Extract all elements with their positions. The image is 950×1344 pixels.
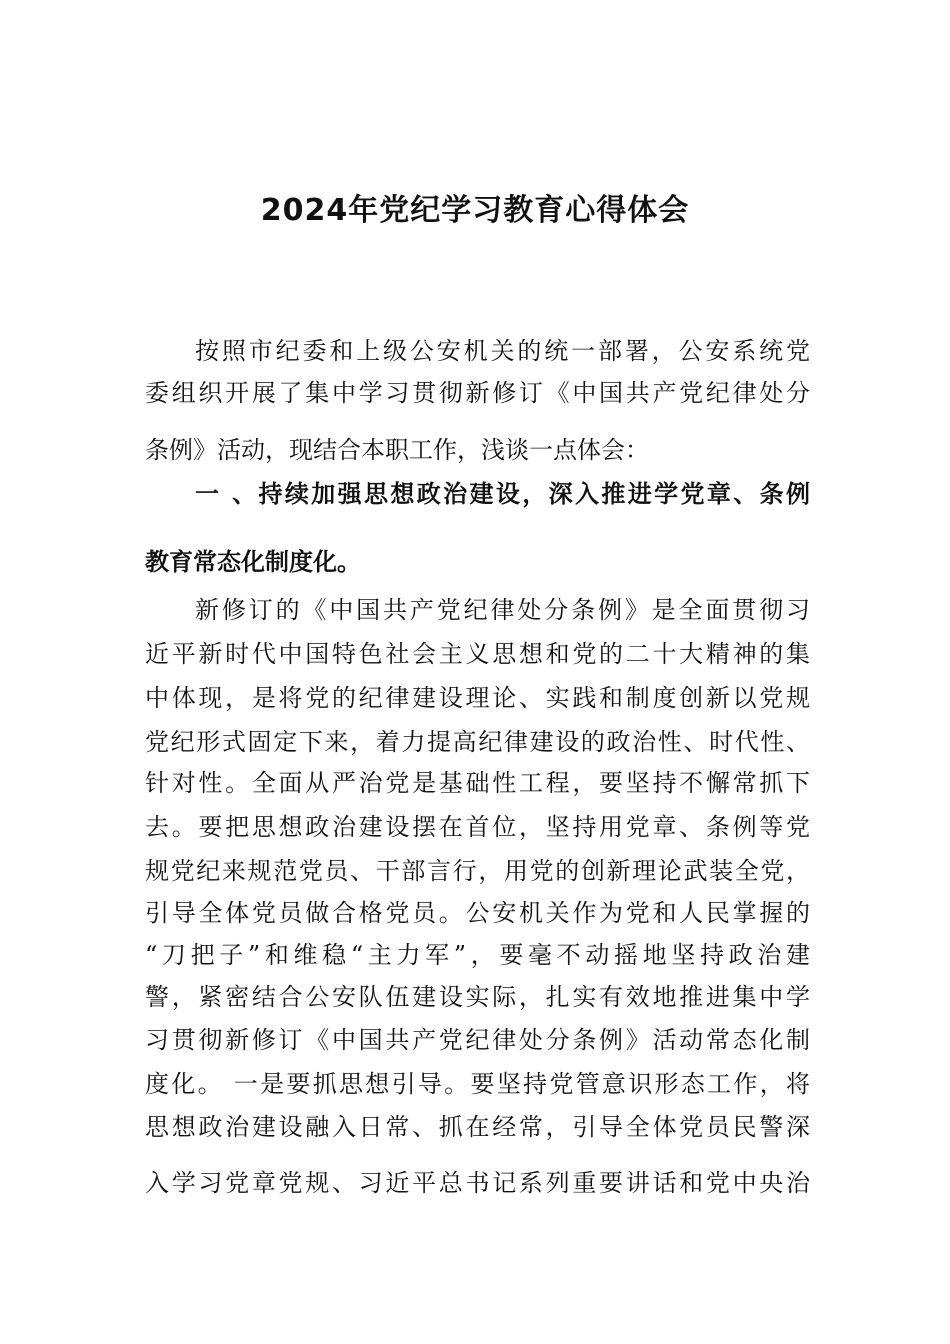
body-line: 习贯彻新修订《中国共产党纪律处分条例》活动常态化制: [145, 1026, 810, 1054]
body-line: 引导全体党员做合格党员。公安机关作为党和人民掌握的: [145, 899, 810, 927]
body-line: 入学习党章党规、习近平总书记系列重要讲话和党中央治: [145, 1169, 810, 1197]
body-line: 警，紧密结合公安队伍建设实际，扎实有效地推进集中学: [145, 983, 810, 1011]
body-line: 针对性。全面从严治党是基础性工程，要坚持不懈常抓下: [145, 769, 810, 797]
body-line: 近平新时代中国特色社会主义思想和党的二十大精神的集: [145, 640, 810, 668]
section-heading-line: 教育常态化制度化。: [145, 548, 361, 576]
section-heading-line: 一 、持续加强思想政治建设，深入推进学党章、条例: [195, 480, 810, 508]
body-line: “刀把子”和维稳“主力军”，要毫不动摇地坚持政治建: [145, 941, 810, 969]
body-line: 规党纪来规范党员、干部言行，用党的创新理论武装全党，: [145, 857, 810, 885]
intro-line: 委组织开展了集中学习贯彻新修订《中国共产党纪律处分: [145, 379, 810, 407]
document-title: 2024年党纪学习教育心得体会: [260, 193, 690, 228]
body-line: 思想政治建设融入日常、抓在经常，引导全体党员民警深: [145, 1113, 810, 1141]
intro-line: 按照市纪委和上级公安机关的统一部署，公安系统党: [195, 337, 810, 365]
intro-line: 条例》活动，现结合本职工作，浅谈一点体会：: [145, 436, 649, 464]
body-line: 新修订的《中国共产党纪律处分条例》是全面贯彻习: [195, 596, 810, 624]
body-line: 党纪形式固定下来，着力提高纪律建设的政治性、时代性、: [145, 728, 810, 756]
body-line: 度化。 一是要抓思想引导。要坚持党管意识形态工作，将: [145, 1070, 810, 1098]
body-line: 中体现，是将党的纪律建设理论、实践和制度创新以党规: [145, 684, 810, 712]
body-line: 去。要把思想政治建设摆在首位，坚持用党章、条例等党: [145, 813, 810, 841]
